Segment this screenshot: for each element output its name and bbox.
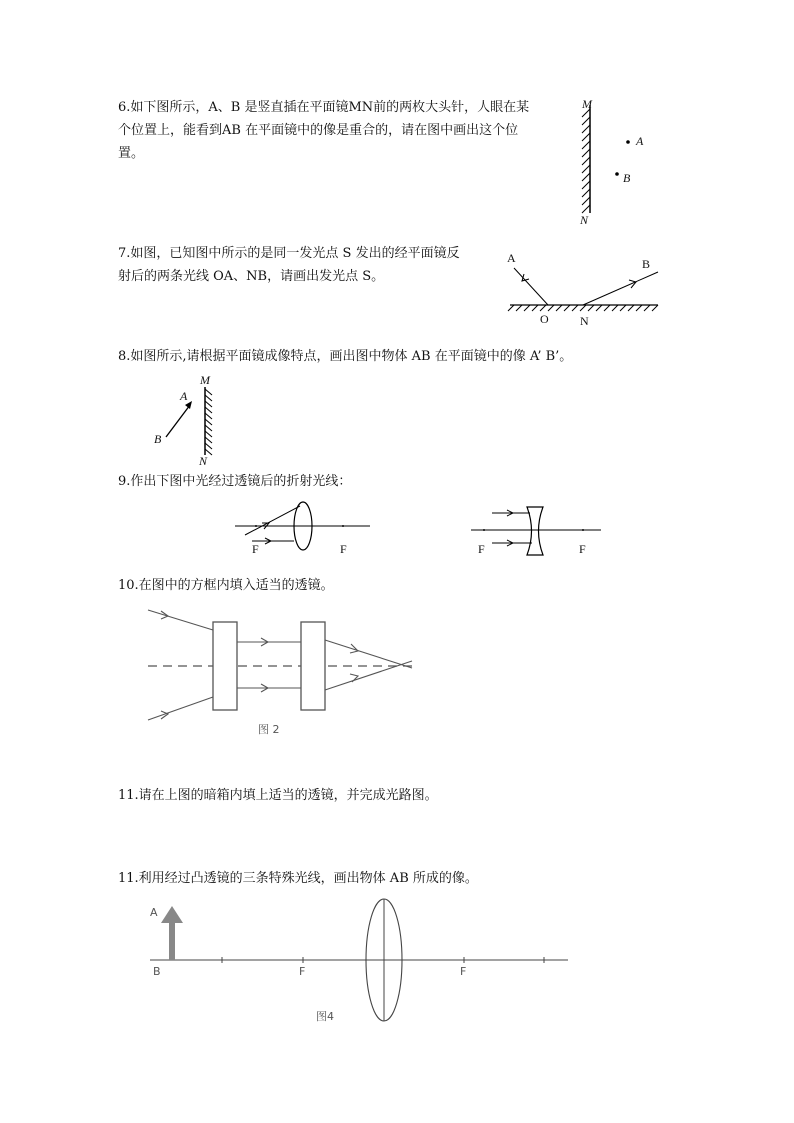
q7-line-1: 7.如图，已知图中所示的是同一发光点 S 发出的经平面镜反 — [118, 246, 460, 261]
q10-lens-box-figure — [140, 605, 425, 740]
question-9-text — [118, 470, 351, 493]
q7-mirror-hatching — [508, 305, 658, 311]
q6-pin-a — [626, 140, 630, 144]
q6-plane-mirror-figure — [570, 95, 660, 230]
q8-mirror-hatching — [205, 389, 212, 455]
q9-concave-label-f-left: F — [478, 542, 485, 556]
question-11b-text — [118, 867, 478, 890]
q7-label-b: B — [642, 257, 651, 271]
q7-reflection-figure — [500, 250, 670, 330]
q11b-object-ab — [169, 921, 175, 960]
q11b-convex-lens-figure — [140, 893, 570, 1030]
q7-ray-nb — [583, 272, 658, 305]
q7-label-n: N — [580, 314, 589, 328]
q8-label-n: N — [199, 454, 208, 468]
q7-line-2: 射后的两条光线 OA、NB，请画出发光点 S。 — [118, 269, 385, 284]
q11b-caption: 图4 — [316, 1010, 334, 1023]
q6-label-m: M — [582, 97, 592, 111]
q8-line-1: 8.如图所示,请根据平面镜成像特点，画出图中物体 AB 在平面镜中的像 A’ B’。 — [118, 349, 573, 364]
q7-label-a: A — [507, 251, 516, 265]
q9-line-1: 9.作出下图中光经过透镜后的折射光线： — [118, 474, 352, 489]
q7-arrow-oa — [522, 274, 529, 281]
question-8-text — [118, 345, 572, 368]
q7-label-o: O — [540, 312, 549, 326]
q11b-label-f-right: F — [460, 965, 467, 978]
q11b-label-f-left: F — [299, 965, 306, 978]
q8-object-mirror-figure — [150, 373, 230, 468]
q10-line-1: 10.在图中的方框内填入适当的透镜。 — [118, 578, 334, 593]
q7-ray-oa — [514, 268, 548, 305]
question-7-text — [118, 242, 460, 288]
q11b-object-arrowhead — [161, 906, 183, 923]
q6-line-3: 置。 — [118, 146, 145, 161]
q11b-label-a: A — [150, 906, 158, 919]
q10-light-rays — [148, 610, 412, 720]
q8-label-b: B — [154, 432, 162, 446]
question-11a-text — [118, 784, 438, 807]
q6-label-b: B — [623, 171, 631, 185]
q9-convex-label-f-left: F — [252, 542, 259, 556]
q8-label-a: A — [180, 389, 188, 403]
q6-line-1: 6.如下图所示，A、B 是竖直插在平面镜MN前的两枚大头针，人眼在某 — [118, 100, 530, 115]
q10-box-left[interactable] — [213, 622, 237, 710]
q10-caption: 图 2 — [258, 723, 280, 736]
q6-pin-b — [615, 172, 619, 176]
q6-label-a: A — [636, 134, 644, 148]
q9-convex-focus-right — [342, 525, 344, 527]
q11b-label-b: B — [153, 965, 161, 978]
q9-concave-focus-right — [582, 529, 584, 531]
q8-object-ab — [166, 405, 190, 437]
q9-convex-lens-figure — [230, 498, 375, 560]
question-10-text — [118, 574, 334, 597]
q6-label-n: N — [580, 213, 589, 227]
q9-convex-oblique-ray — [245, 506, 300, 535]
q6-mirror-hatching — [582, 109, 590, 213]
question-6-text — [118, 96, 529, 165]
q11a-line-1: 11.请在上图的暗箱内填上适当的透镜，并完成光路图。 — [118, 788, 438, 803]
q10-box-right[interactable] — [301, 622, 325, 710]
q9-concave-lens — [527, 507, 543, 555]
q9-concave-label-f-right: F — [579, 542, 586, 556]
q10-ray-arrows — [161, 611, 358, 719]
q9-convex-label-f-right: F — [340, 542, 347, 556]
q9-concave-focus-left — [483, 529, 485, 531]
q9-concave-lens-figure — [466, 498, 606, 560]
q9-convex-focus-left — [255, 525, 257, 527]
q6-line-2: 个位置上，能看到AB 在平面镜中的像是重合的，请在图中画出这个位 — [118, 123, 519, 138]
q11b-line-1: 11.利用经过凸透镜的三条特殊光线，画出物体 AB 所成的像。 — [118, 871, 478, 886]
q8-label-m: M — [200, 373, 210, 387]
